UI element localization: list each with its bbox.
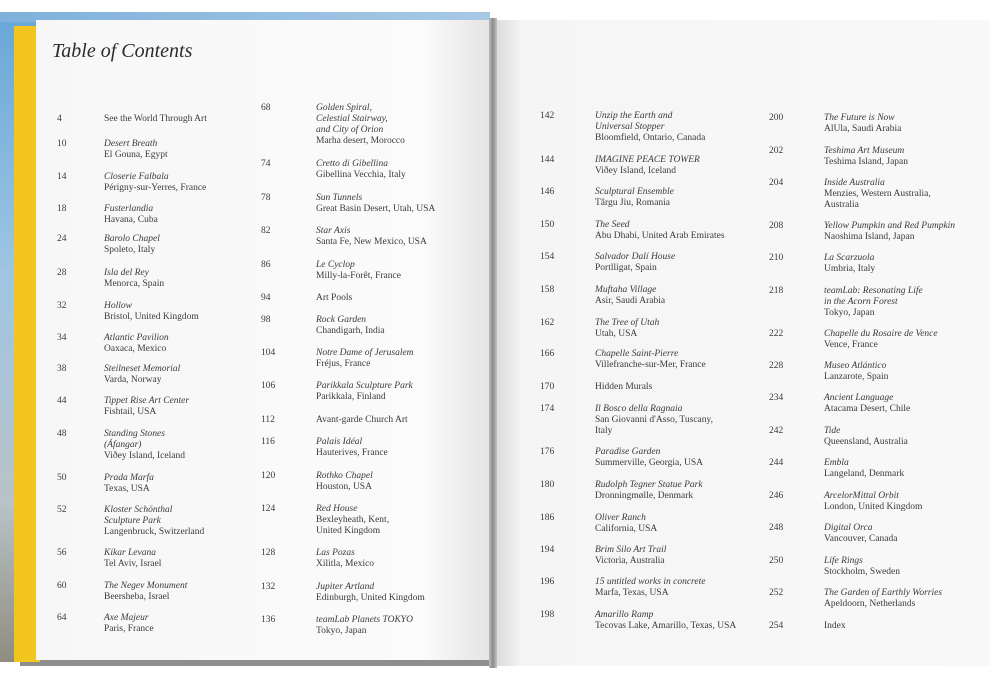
toc-page-number: 170 (540, 382, 555, 392)
toc-entry-location: Milly-la-Forêt, France (316, 271, 401, 281)
toc-page-number: 98 (261, 315, 271, 325)
toc-entry-location: Périgny-sur-Yerres, France (104, 183, 207, 193)
toc-page-number: 186 (540, 513, 555, 523)
toc-page-number: 142 (540, 111, 555, 121)
toc-entry-location: Apeldoorn, Netherlands (824, 599, 916, 609)
toc-page-number: 52 (57, 505, 67, 515)
toc-entry-location: Umbria, Italy (824, 264, 876, 274)
book-gutter (489, 18, 497, 668)
toc-entry-location: Marfa, Texas, USA (595, 588, 669, 598)
toc-page-number: 44 (57, 396, 67, 406)
toc-entry-title: Teshima Art Museum (824, 146, 905, 156)
toc-page-number: 68 (261, 103, 271, 113)
toc-entry-title: Chapelle du Rosaire de Vence (824, 329, 938, 339)
toc-entry-location: Bristol, United Kingdom (104, 312, 199, 322)
toc-page-number: 28 (57, 268, 67, 278)
toc-entry-location: Lanzarote, Spain (824, 372, 889, 382)
toc-page-number: 202 (769, 146, 784, 156)
toc-entry-location: Târgu Jiu, Romania (595, 198, 671, 208)
toc-entry-location: San Giovanni d'Asso, Tuscany, Italy (595, 415, 714, 436)
toc-entry-location: Victoria, Australia (595, 556, 665, 566)
toc-page-number: 244 (769, 458, 784, 468)
toc-entry-location: El Gouna, Egypt (104, 150, 168, 160)
toc-entry-title: ArcelorMittal Orbit (824, 491, 899, 501)
toc-entry-title: Salvador Dalí House (595, 252, 676, 262)
toc-entry-title: Closerie Falbala (104, 172, 169, 182)
toc-entry-location: Xilitla, Mexico (316, 559, 375, 569)
toc-page-number: 78 (261, 193, 271, 203)
toc-entry-title: Yellow Pumpkin and Red Pumpkin (824, 221, 956, 231)
toc-entry-location: Great Basin Desert, Utah, USA (316, 204, 436, 214)
toc-page-number: 154 (540, 252, 555, 262)
toc-page-number: 24 (57, 234, 67, 244)
toc-entry-title: Fusterlandia (104, 204, 154, 214)
toc-page-number: 254 (769, 621, 784, 631)
toc-entry-location: Tecovas Lake, Amarillo, Texas, USA (595, 621, 737, 631)
toc-page-number: 48 (57, 429, 67, 439)
toc-entry-location: Vancouver, Canada (824, 534, 898, 544)
toc-entry-title: Palais Idéal (316, 437, 363, 447)
toc-entry-location: Menzies, Western Australia, Australia (824, 189, 931, 210)
toc-entry-title: Barolo Chapel (104, 234, 160, 244)
toc-entry-title: Art Pools (316, 293, 353, 303)
toc-page-number: 82 (261, 226, 271, 236)
toc-page-number: 200 (769, 113, 784, 123)
toc-entry-location: Bexleyheath, Kent, United Kingdom (316, 515, 390, 536)
toc-entry-location: Tokyo, Japan (316, 626, 367, 636)
toc-entry-location: Utah, USA (595, 329, 638, 339)
toc-entry-title: 15 untitled works in concrete (595, 577, 706, 587)
toc-page-number: 234 (769, 393, 784, 403)
toc-page-number: 218 (769, 286, 784, 296)
toc-page-number: 198 (540, 610, 555, 620)
toc-entry-title: Kloster Schönthal Sculpture Park (104, 505, 173, 526)
toc-entry-title: Hidden Murals (595, 382, 653, 392)
toc-entry-title: Chapelle Saint-Pierre (595, 349, 679, 359)
toc-page-number: 180 (540, 480, 555, 490)
toc-page-number: 38 (57, 364, 67, 374)
toc-page-number: 150 (540, 220, 555, 230)
toc-entry-title: The Garden of Earthly Worries (824, 588, 943, 598)
toc-entry-location: Beersheba, Israel (104, 592, 170, 602)
toc-entry-title: Il Bosco della Ragnaia (595, 404, 683, 414)
toc-entry-title: Ancient Language (824, 393, 894, 403)
toc-entry-title: Prada Marfa (104, 473, 154, 483)
toc-entry-title: Standing Stones (Áfangar) (104, 429, 165, 450)
toc-entry-location: Marha desert, Morocco (316, 136, 405, 146)
toc-entry-title: teamLab Planets TOKYO (316, 615, 413, 625)
toc-entry-title: Red House (316, 504, 358, 514)
toc-entry-title: The Tree of Utah (595, 318, 660, 328)
toc-entry-title: Oliver Ranch (595, 513, 646, 523)
toc-entry-location: Asir, Saudi Arabia (595, 296, 666, 306)
toc-page-number: 116 (261, 437, 275, 447)
toc-entry-location: Langeland, Denmark (824, 469, 905, 479)
toc-page-number: 10 (57, 139, 67, 149)
toc-entry-location: Houston, USA (316, 482, 372, 492)
toc-entry-title: See the World Through Art (104, 114, 207, 124)
toc-entry-location: Parikkala, Finland (316, 392, 386, 402)
toc-entry-location: Edinburgh, United Kingdom (316, 593, 425, 603)
toc-entry-location: Varda, Norway (104, 375, 162, 385)
toc-page-number: 74 (261, 159, 271, 169)
toc-page-number: 112 (261, 415, 275, 425)
toc-entry-title: Le Cyclop (316, 260, 355, 270)
toc-page-number: 174 (540, 404, 555, 414)
toc-entry-location: Portlligat, Spain (595, 263, 657, 273)
toc-entry-location: Santa Fe, New Mexico, USA (316, 237, 427, 247)
toc-page-number: 86 (261, 260, 271, 270)
toc-page-number: 176 (540, 447, 555, 457)
toc-page-number: 210 (769, 253, 784, 263)
toc-entry-location: Oaxaca, Mexico (104, 344, 167, 354)
toc-title: Table of Contents (52, 40, 193, 62)
toc-page-number: 94 (261, 293, 271, 303)
toc-entry-location: Fréjus, France (316, 359, 371, 369)
toc-entry-location: Spoleto, Italy (104, 245, 156, 255)
toc-page-number: 242 (769, 426, 784, 436)
toc-entry-title: Avant-garde Church Art (316, 415, 408, 425)
toc-page-number: 196 (540, 577, 555, 587)
toc-entry-location: Atacama Desert, Chile (824, 404, 911, 414)
toc-page-number: 60 (57, 581, 67, 591)
toc-entry-title: Sun Tunnels (316, 193, 363, 203)
toc-page-number: 194 (540, 545, 555, 555)
toc-entry-title: Life Rings (824, 556, 863, 566)
toc-entry-title: Rock Garden (316, 315, 367, 325)
toc-entry-title: Rothko Chapel (316, 471, 373, 481)
toc-entry-title: Muftaha Village (595, 285, 657, 295)
toc-page-number: 248 (769, 523, 784, 533)
toc-entry-title: Rudolph Tegner Statue Park (595, 480, 703, 490)
toc-entry-location: Gibellina Vecchia, Italy (316, 170, 406, 180)
toc-entry-title: IMAGINE PEACE TOWER (595, 155, 700, 165)
toc-entry-title: The Future is Now (824, 113, 895, 123)
toc-entry-title: Index (824, 621, 846, 631)
toc-entry-location: Dronningmølle, Denmark (595, 491, 694, 501)
toc-page-number: 146 (540, 187, 555, 197)
toc-entry-title: Museo Atlántico (824, 361, 887, 371)
toc-entry-title: Isla del Rey (104, 268, 149, 278)
toc-entry-location: Villefranche-sur-Mer, France (595, 360, 706, 370)
toc-page-number: 208 (769, 221, 784, 231)
toc-entry-title: Digital Orca (824, 523, 873, 533)
toc-entry-title: Embla (824, 458, 849, 468)
toc-entry-title: Axe Majeur (104, 613, 149, 623)
toc-page-number: 252 (769, 588, 784, 598)
toc-entry-location: Fishtail, USA (104, 407, 157, 417)
toc-entry-title: Steilneset Memorial (104, 364, 181, 374)
toc-entry-title: Kikar Levana (104, 548, 156, 558)
toc-entry-title: The Negev Monument (104, 581, 188, 591)
toc-page-number: 106 (261, 381, 276, 391)
toc-entry-title: Atlantic Pavilion (104, 333, 169, 343)
toc-page-number: 120 (261, 471, 276, 481)
toc-entry-location: Chandigarh, India (316, 326, 385, 336)
toc-entry-title: Sculptural Ensemble (595, 187, 674, 197)
toc-entry-location: Tel Aviv, Israel (104, 559, 162, 569)
toc-entry-location: Menorca, Spain (104, 279, 165, 289)
toc-page-number: 222 (769, 329, 784, 339)
toc-entry-location: Queensland, Australia (824, 437, 908, 447)
toc-page-number: 124 (261, 504, 276, 514)
toc-page-number: 204 (769, 178, 784, 188)
toc-page-number: 128 (261, 548, 276, 558)
toc-entry-location: Tokyo, Japan (824, 308, 875, 318)
toc-entry-title: Hollow (104, 301, 132, 311)
toc-entry-location: Viðey Island, Iceland (595, 166, 676, 176)
toc-entry-title: Brim Silo Art Trail (595, 545, 667, 555)
toc-page-number: 32 (57, 301, 67, 311)
toc-entry-title: Jupiter Artland (316, 582, 375, 592)
toc-page-number: 136 (261, 615, 276, 625)
toc-entry-title: Paradise Garden (595, 447, 661, 457)
toc-page-number: 144 (540, 155, 555, 165)
toc-entry-title: Star Axis (316, 226, 351, 236)
toc-page-number: 34 (57, 333, 67, 343)
toc-page-number: 104 (261, 348, 276, 358)
toc-entry-location: Naoshima Island, Japan (824, 232, 915, 242)
toc-entry-title: Tide (824, 426, 841, 436)
toc-entry-title: Las Pozas (316, 548, 355, 558)
toc-page-number: 18 (57, 204, 67, 214)
toc-entry-location: Bloomfield, Ontario, Canada (595, 133, 706, 143)
toc-page-number: 4 (57, 114, 62, 124)
toc-entry-location: Paris, France (104, 624, 154, 634)
toc-page-number: 246 (769, 491, 784, 501)
toc-entry-title: Unzip the Earth and Universal Stopper (595, 111, 673, 132)
toc-entry-title: Golden Spiral, Celestial Stairway, and City of Orion (316, 103, 388, 135)
toc-page-number: 50 (57, 473, 67, 483)
toc-entry-location: Texas, USA (104, 484, 150, 494)
toc-page-number: 162 (540, 318, 555, 328)
toc-entry-title: The Seed (595, 220, 630, 230)
toc-page-number: 228 (769, 361, 784, 371)
toc-page-number: 14 (57, 172, 67, 182)
toc-entry-title: Amarillo Ramp (595, 610, 654, 620)
toc-page-number: 64 (57, 613, 67, 623)
toc-page-number: 250 (769, 556, 784, 566)
toc-entry-title: Tippet Rise Art Center (104, 396, 190, 406)
toc-entry-location: Hauterives, France (316, 448, 388, 458)
toc-entry-title: La Scarzuola (824, 253, 875, 263)
toc-entry-location: Langenbruck, Switzerland (104, 527, 205, 537)
toc-entry-title: Parikkala Sculpture Park (316, 381, 413, 391)
toc-page-number: 158 (540, 285, 555, 295)
toc-page-number: 132 (261, 582, 276, 592)
toc-entry-location: Teshima Island, Japan (824, 157, 909, 167)
toc-entry-location: AlUla, Saudi Arabia (824, 124, 902, 134)
toc-entry-title: Notre Dame of Jerusalem (316, 348, 414, 358)
toc-entry-title: Cretto di Gibellina (316, 159, 388, 169)
toc-entry-location: Abu Dhabi, United Arab Emirates (595, 231, 725, 241)
toc-entry-location: London, United Kingdom (824, 502, 923, 512)
toc-page-number: 56 (57, 548, 67, 558)
toc-entry-location: Vence, France (824, 340, 878, 350)
toc-page-number: 166 (540, 349, 555, 359)
toc-entry-location: Summerville, Georgia, USA (595, 458, 704, 468)
toc-entry-title: Desert Breath (104, 139, 158, 149)
toc-entry-title: Inside Australia (824, 178, 885, 188)
toc-entry-location: California, USA (595, 524, 658, 534)
toc-entry-title: teamLab: Resonating Life in the Acorn Forest (824, 286, 923, 307)
toc-entry-location: Stockholm, Sweden (824, 567, 900, 577)
toc-entry-location: Havana, Cuba (104, 215, 158, 225)
toc-entry-location: Viðey Island, Iceland (104, 451, 185, 461)
